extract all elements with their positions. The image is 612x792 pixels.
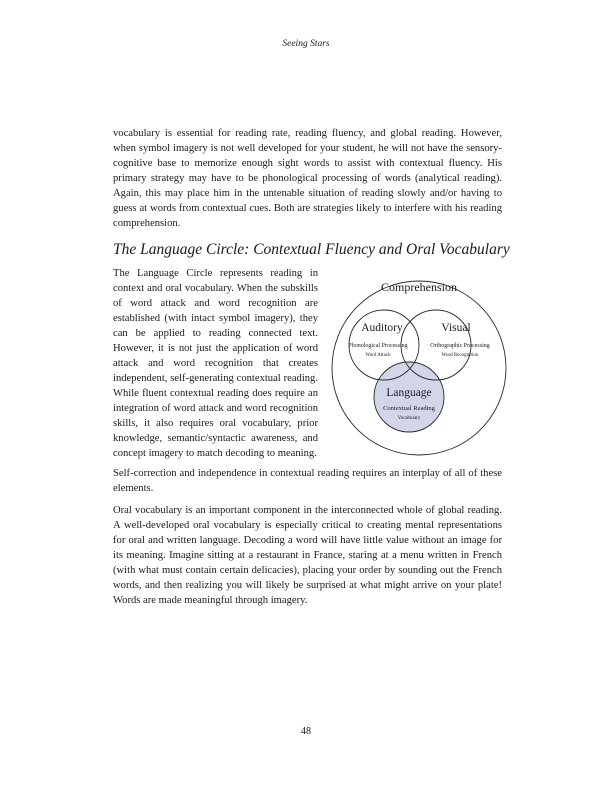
comprehension-label: Comprehension — [381, 280, 457, 294]
language-circle-diagram — [330, 265, 508, 475]
language-line2: Vocabulary — [397, 416, 421, 421]
paragraph-oral-vocabulary: Oral vocabulary is an important component in the interconnected whole of global reading. A well-developed oral vocabulary is especially critical to creating mental representations for oral and written language. Decoding a word will have little value without an image for its meaning. Imagine sitting at a restaurant in France, staring at a menu written in French (with what must contain certain delicacies), placing your order by sounding out the French words, and then realizing you will likely be surprised at what might arrive on your plate! Words are made meaningful through imagery. — [113, 505, 502, 606]
paragraph-language-circle: The Language Circle represents reading in context and oral vocabulary. When the subskills of word attack and word recognition are established (with intact symbol imagery), they can be applied to reading connected text. However, it is not just the application of word attack and word recognition that creates independent, self-generating contextual reading. While fluent contextual reading does require an integration of word attack and word recognition skills, it also requires oral vocabulary, prior knowledge, semantic/syntactic awareness, and concept imagery to match decoding to meaning. — [113, 268, 318, 459]
language-title: Language — [386, 387, 432, 399]
visual-line2: Word Recognition — [441, 353, 479, 358]
auditory-line2: Word Attack — [365, 353, 391, 358]
section-title: The Language Circle: Contextual Fluency and Oral Vocabulary — [113, 241, 510, 258]
visual-line1: Orthographic Processing — [430, 343, 490, 349]
running-header: Seeing Stars — [282, 39, 330, 49]
page-number: 48 — [301, 726, 311, 737]
paragraph-language-circle-continued: Self-correction and independence in contextual reading requires an interplay of all of these elements. — [113, 468, 502, 494]
visual-title: Visual — [441, 322, 471, 334]
auditory-title: Auditory — [361, 322, 403, 334]
paragraph-intro: vocabulary is essential for reading rate, reading fluency, and global reading. However, when symbol imagery is not well developed for your student, he will not have the sensory-cognitive base to memorize enough sight words to assist with contextual fluency. His primary strategy may have to be phonological processing of words (analytical reading). Again, this may place him in the untenable situation of reading slowly and/or having to guess at words from contextual cues. Both are strategies likely to interfere with his reading comprehension. — [113, 128, 502, 229]
auditory-line1: Phonological Processing — [348, 343, 408, 349]
language-line1: Contextual Reading — [383, 405, 435, 412]
